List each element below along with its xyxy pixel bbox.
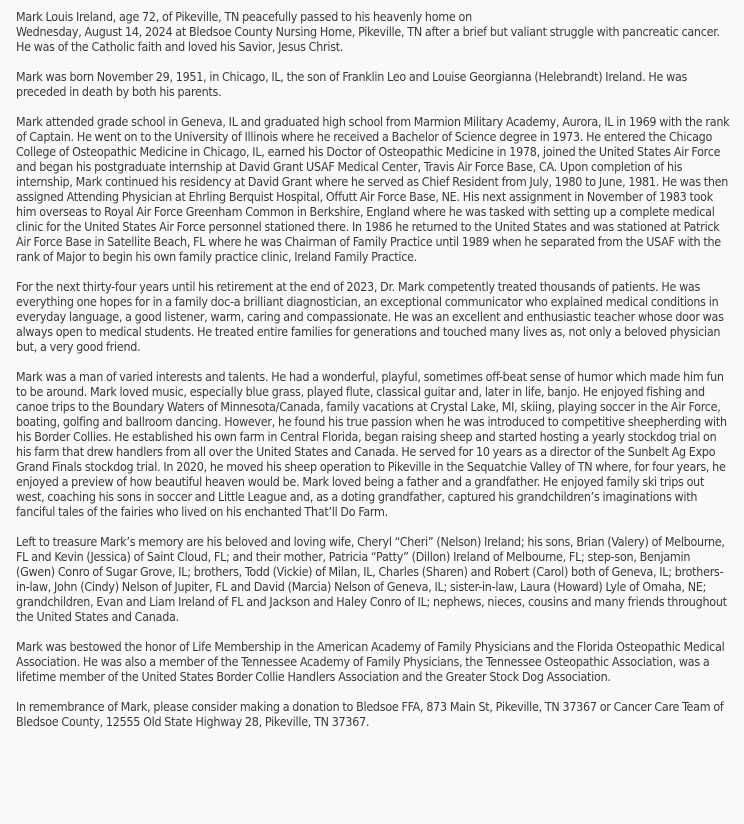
paragraph-survivors: Left to treasure Mark’s memory are his beloved and loving wife, Cheryl “Cheri” (Nelson) Ireland; his sons, Brian (Valery) of Melbourne, FL and Kevin (Jessica) of Saint Cloud, FL; and their mother, Patricia “Patty” (Dillon) Ireland of Melbourne, FL; step-son, Benjamin (Gwen) Conro of Sugar Grove, IL; brothers, Todd (Vickie) of Milan, IL, Charles (Sharen) and Robert (Carol) both of Geneva, IL; brothers-in-law, John (Cindy) Nelson of Jupiter, FL and David (Marcia) Nelson of Geneva, IL; sister-in-law, Laura (Howard) Lyle of Omaha, NE; grandchildren, Evan and Liam Ireland of FL and Jackson and Haley Conro of IL; nephews, nieces, cousins and many friends throughout the United States and Canada. bbox=[16, 534, 727, 624]
paragraph-memberships: Mark was bestowed the honor of Life Membership in the American Academy of Family Physicians and the Florida Osteopathic Medical Association. He was also a member of the Tennessee Academy of Family Physicians, the Tennessee Osteopathic Association, was a lifetime member of the United States Border Collie Handlers Association and the Greater Stock Dog Association. bbox=[16, 639, 725, 684]
paragraph-interests: Mark was a man of varied interests and talents. He had a wonderful, playful, sometimes off-beat sense of humor which made him fun to be around. Mark loved music, especially blue grass, played flute, classical guitar and, later in life, banjo. He enjoyed fishing and canoe trips to the Boundary Waters of Minnesota/Canada, family vacations at Crystal Lake, MI, skiing, playing soccer in the Air Force, boating, golfing and ballroom dancing. However, he found his true passion when he was introduced to competitive sheepherding with his Border Collies. He established his own farm in Central Florida, began raising sheep and started hosting a yearly stockdog trial on his farm that drew handlers from all over the United States and Canada. He served for 10 years as a director of the Sunbelt Ag Expo Grand Finals stockdog trial. In 2020, he moved his sheep operation to Pikeville in the Sequatchie Valley of TN where, for four years, he enjoyed a preview of how beautiful heaven would be. Mark loved being a father and a grandfather. He enjoyed family ski trips out west, coaching his sons in soccer and Little League and, as a doting grandfather, captured his grandchildren’s imaginations with fanciful tales of the fairies who lived on his enchanted That’ll Do Farm. bbox=[16, 369, 727, 519]
paragraph-birth: Mark was born November 29, 1951, in Chicago, IL, the son of Franklin Leo and Louise Georgianna (Helebrandt) Ireland. He was preceded in death by both his parents. bbox=[16, 69, 688, 99]
passing-line-rest: Wednesday, August 14, 2024 at Bledsoe County Nursing Home, Pikeville, TN after a brief but valiant struggle with pancreatic cancer. He was of the Catholic faith and loved his Savior, Jesus Christ. bbox=[16, 24, 720, 54]
passing-line-1: Mark Louis Ireland, age 72, of Pikeville, TN peacefully passed to his heavenly home on bbox=[16, 9, 472, 24]
paragraph-education-career: Mark attended grade school in Geneva, IL and graduated high school from Marmion Military Academy, Aurora, IL in 1969 with the rank of Captain. He went on to the University of Illinois where he received a Bachelor of Science degree in 1973. He entered the Chicago College of Osteopathic Medicine in Chicago, IL, earned his Doctor of Osteopathic Medicine in 1978, joined the United States Air Force and began his postgraduate internship at David Grant USAF Medical Center, Travis Air Force Base, CA. Upon completion of his internship, Mark continued his residency at David Grant where he served as Chief Resident from July, 1980 to June, 1981. He was then assigned Attending Physician at Ehrling Berquist Hospital, Offutt Air Force Base, NE. His next assignment in November of 1983 took him overseas to Royal Air Force Greenham Common in Berkshire, England where he was tasked with setting up a complete medical clinic for the United States Air Force personnel stationed there. In 1986 he returned to the United States and was stationed at Patrick Air Force Base in Satellite Beach, FL where he was Chairman of Family Practice until 1989 when he separated from the USAF with the rank of Major to begin his own family practice clinic, Ireland Family Practice. bbox=[16, 114, 730, 264]
paragraph-donations: In remembrance of Mark, please consider making a donation to Bledsoe FFA, 873 Main St, Pikeville, TN 37367 or Cancer Care Team of Bledsoe County, 12555 Old State Highway 28, Pikeville, TN 37367. bbox=[16, 699, 724, 729]
paragraph-practice: For the next thirty-four years until his retirement at the end of 2023, Dr. Mark competently treated thousands of patients. He was everything one hopes for in a family doc-a brilliant diagnostician, an exceptional communicator who explained medical conditions in everyday language, a good listener, warm, caring and compassionate. He was an excellent and enthusiastic teacher whose door was always open to medical students. He treated entire families for generations and touched many lives as, not only a beloved physician but, a very good friend. bbox=[16, 279, 724, 354]
paragraph-passing bbox=[16, 9, 732, 54]
